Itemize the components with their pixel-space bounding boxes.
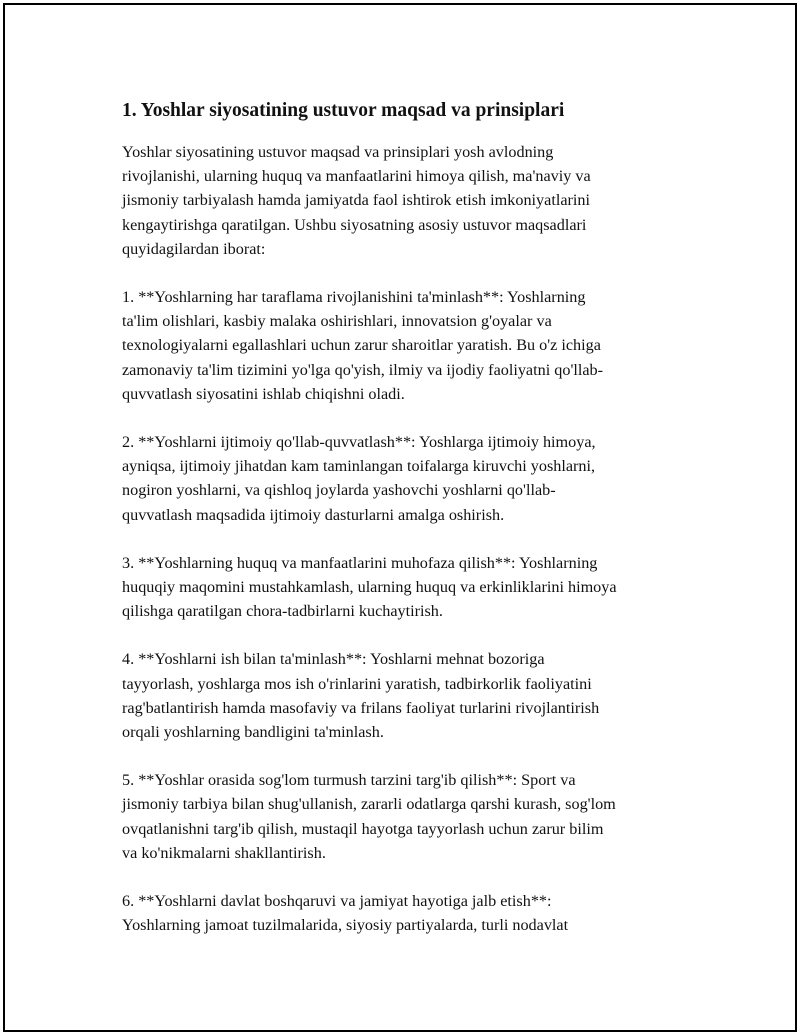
document-body xyxy=(122,98,702,961)
list-item-paragraph xyxy=(122,285,702,406)
paragraph-line: quvvatlash siyosatini ishlab chiqishni oladi. xyxy=(122,384,405,403)
paragraph-line: nogiron yoshlarni, va qishloq joylarda yashovchi yoshlarni qo'llab- xyxy=(122,481,556,500)
paragraph-line: ayniqsa, ijtimoiy jihatdan kam taminlangan toifalarga kiruvchi yoshlarni, xyxy=(122,457,596,476)
paragraph-line: ovqatlanishni targ'ib qilish, mustaqil hayotga tayyorlash uchun zarur bilim xyxy=(122,819,604,838)
paragraph-line: rivojlanishi, ularning huquq va manfaatlarini himoya qilish, ma'naviy va xyxy=(122,167,591,186)
paragraph-list xyxy=(122,140,702,937)
paragraph-line: orqali yoshlarning bandligini ta'minlash. xyxy=(122,723,384,742)
paragraph-line: kengaytirishga qaratilgan. Ushbu siyosatning asosiy ustuvor maqsadlari xyxy=(122,215,587,234)
document-heading: 1. Yoshlar siyosatining ustuvor maqsad va prinsiplari xyxy=(122,100,565,121)
list-item-paragraph xyxy=(122,889,702,937)
list-item-paragraph xyxy=(122,430,702,527)
paragraph-line: jismoniy tarbiya bilan shug'ullanish, zararli odatlarga qarshi kurash, sog'lom xyxy=(122,795,616,814)
paragraph-line: Yoshlarning jamoat tuzilmalarida, siyosiy partiyalarda, turli nodavlat xyxy=(122,916,569,935)
paragraph-line: huquqiy maqomini mustahkamlash, ularning huquq va erkinliklarini himoya xyxy=(122,578,617,597)
paragraph-line: 4. **Yoshlarni ish bilan ta'minlash**: Yoshlarni mehnat bozoriga xyxy=(122,650,545,669)
page-frame xyxy=(3,3,797,1032)
paragraph-line: va ko'nikmalarni shakllantirish. xyxy=(122,843,326,862)
paragraph-line: 2. **Yoshlarni ijtimoiy qo'llab-quvvatlash**: Yoshlarga ijtimoiy himoya, xyxy=(122,433,596,452)
paragraph-line: jismoniy tarbiyalash hamda jamiyatda faol ishtirok etish imkoniyatlarini xyxy=(122,191,590,210)
intro-paragraph xyxy=(122,140,702,261)
paragraph-line: 6. **Yoshlarni davlat boshqaruvi va jamiyat hayotiga jalb etish**: xyxy=(122,892,552,911)
list-item-paragraph xyxy=(122,551,702,624)
list-item-paragraph xyxy=(122,647,702,744)
paragraph-line: 5. **Yoshlar orasida sog'lom turmush tarzini targ'ib qilish**: Sport va xyxy=(122,771,576,790)
paragraph-line: quyidagilardan iborat: xyxy=(122,239,266,258)
paragraph-line: texnologiyalarni egallashlari uchun zarur sharoitlar yaratish. Bu o'z ichiga xyxy=(122,336,601,355)
paragraph-line: 1. **Yoshlarning har taraflama rivojlanishini ta'minlash**: Yoshlarning xyxy=(122,288,586,307)
paragraph-line: qilishga qaratilgan chora-tadbirlarni kuchaytirish. xyxy=(122,602,443,621)
paragraph-line: rag'batlantirish hamda masofaviy va frilans faoliyat turlarini rivojlantirish xyxy=(122,698,600,717)
paragraph-line: 3. **Yoshlarning huquq va manfaatlarini muhofaza qilish**: Yoshlarning xyxy=(122,553,598,572)
paragraph-line: ta'lim olishlari, kasbiy malaka oshirishlari, innovatsion g'oyalar va xyxy=(122,312,552,331)
paragraph-line: Yoshlar siyosatining ustuvor maqsad va prinsiplari yosh avlodning xyxy=(122,143,554,161)
list-item-paragraph xyxy=(122,768,702,865)
paragraph-line: tayyorlash, yoshlarga mos ish o'rinlarini yaratish, tadbirkorlik faoliyatini xyxy=(122,674,592,693)
paragraph-line: quvvatlash maqsadida ijtimoiy dasturlarni amalga oshirish. xyxy=(122,505,505,524)
paragraph-line: zamonaviy ta'lim tizimini yo'lga qo'yish, ilmiy va ijodiy faoliyatni qo'llab- xyxy=(122,360,604,379)
